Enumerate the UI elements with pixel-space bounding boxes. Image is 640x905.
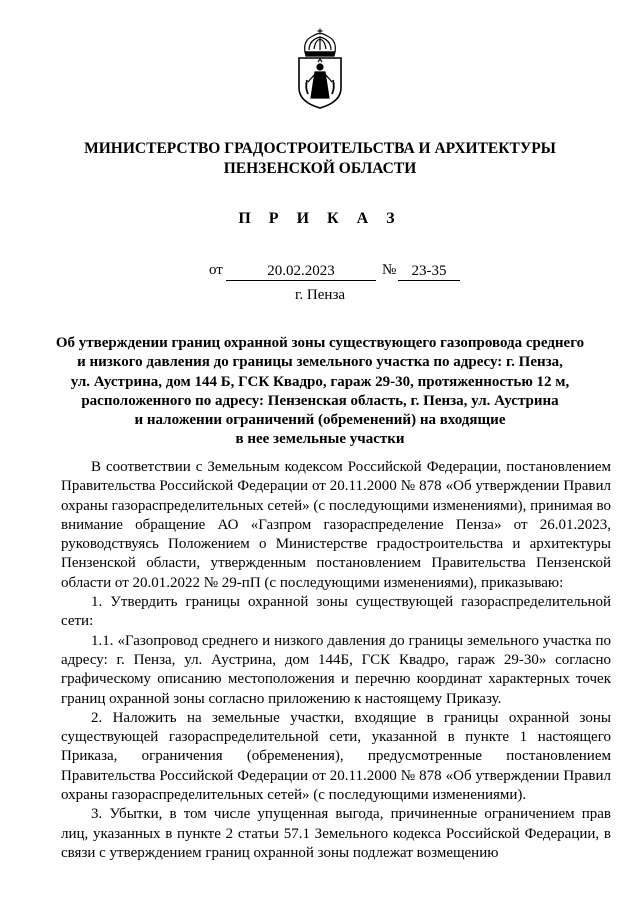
title-line: ул. Аустрина, дом 144 Б, ГСК Квадро, гараж 29-30, протяженностью 12 м, xyxy=(70,373,570,390)
city-label: г. Пенза xyxy=(294,287,346,303)
ministry-name-line1: МИНИСТЕРСТВО ГРАДОСТРОИТЕЛЬСТВА И АРХИТЕКТУРЫ xyxy=(84,140,556,157)
ministry-name-line2: ПЕНЗЕНСКОЙ ОБЛАСТИ xyxy=(223,160,417,177)
clause-3: 3. Убытки, в том числе упущенная выгода, причиненные ограничением прав лиц, указанных в пункте 2 статьи 57.1 Земельного кодекса Российской Федерации, в связи с утверждением границ охранной зоны подлежат возмещению xyxy=(61,806,611,861)
title-line: в нее земельные участки xyxy=(235,431,405,448)
order-title xyxy=(52,334,588,450)
title-line: и наложении ограничений (обременений) на входящие xyxy=(134,412,506,429)
preamble-paragraph: В соответствии с Земельным кодексом Российской Федерации, постановлением Правительства Российской Федерации от 20.11.2000 № 878 «Об утверждении Правил охраны газораспределительных сетей» (с последующими изменениями), принимая во внимание обращение АО «Газпром газораспределение Пенза» от 26.01.2023, руководствуясь Положением о Министерстве градостроительства и архитектуры Пензенской области, утвержденным постановлением Правительства Пензенской области от 20.01.2022 № 29-пП (с последующими изменениями), приказываю: xyxy=(61,459,611,591)
order-date: 20.02.2023 xyxy=(226,262,376,281)
from-label: от xyxy=(209,262,223,278)
clause-2: 2. Наложить на земельные участки, входящие в границы охранной зоны существующей газораспределительной сети, указанной в пункте 1 настоящего Приказа, ограничения (обременения), предусмотренные постановлением Правительства Российской Федерации от 20.11.2000 № 878 «Об утверждении Правил охраны газораспределительных сетей» (с последующими изменениями). xyxy=(61,709,611,804)
number-label: № xyxy=(382,262,397,278)
coat-of-arms-icon xyxy=(291,28,349,110)
title-line: расположенного по адресу: Пензенская область, г. Пенза, ул. Аустрина xyxy=(81,392,559,409)
order-body xyxy=(61,458,611,863)
clause-1-1: 1.1. «Газопровод среднего и низкого давления до границы земельного участка по адресу: г. Пенза, ул. Аустрина, дом 144Б, ГСК Квадро, гараж 29-30» согласно графическому описанию местоположения и перечню координат характерных точек границ охранной зоны согласно приложению к настоящему Приказу. xyxy=(61,632,611,707)
order-number: 23-35 xyxy=(398,262,460,281)
title-line: и низкого давления до границы земельного участка по адресу: г. Пенза, xyxy=(77,354,563,371)
document-type-heading: П Р И К А З xyxy=(238,210,402,227)
title-line: Об утверждении границ охранной зоны существующего газопровода среднего xyxy=(55,335,585,351)
ministry-name xyxy=(40,139,600,179)
date-number-line xyxy=(0,262,640,284)
clause-1: 1. Утвердить границы охранной зоны существующей газораспределительной сети: xyxy=(61,594,611,630)
